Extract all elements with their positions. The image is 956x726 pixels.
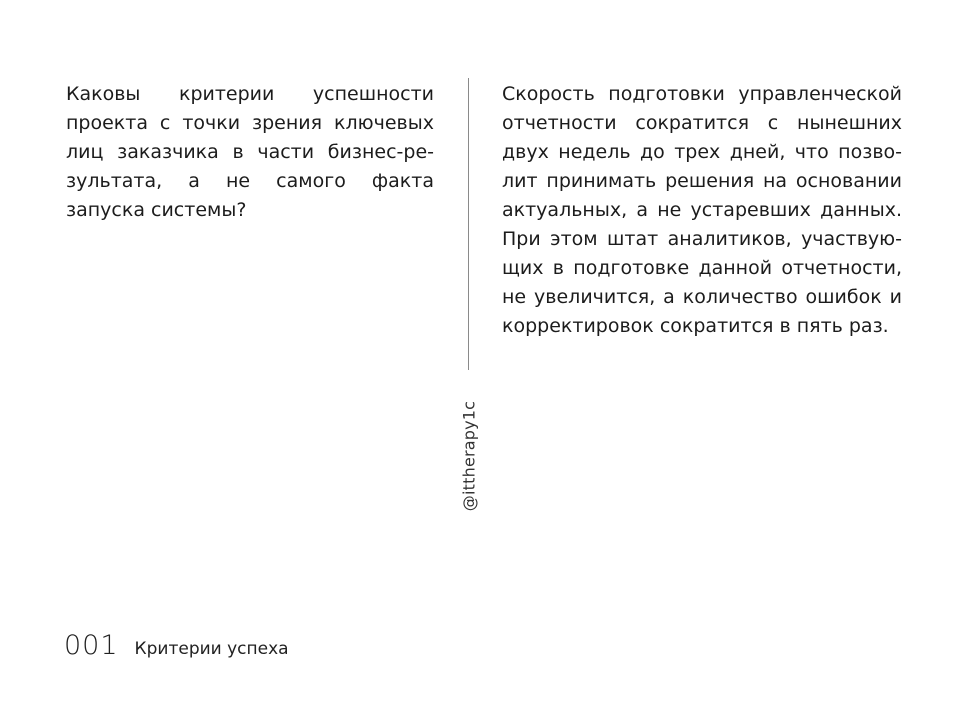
section-title: Критерии успеха [134,639,289,659]
vertical-divider [468,78,469,370]
social-handle: @ittherapy1c [459,400,479,512]
answer-text: Скорость подготовки управленческой отчетности сократится с нынешних двух недель до трех дней, что позво-лит принимать решения на основании актуальных, а не устаревших данных. При этом штат аналитиков, участвую-щих в подготовке данной отчетности, не увеличится, а количество ошибок и корректировок сократится в пять раз. [502,83,902,337]
footer [64,630,289,670]
page-number: 001 [64,630,119,661]
question-text: Каковы критерии успешности проекта с точки зрения ключевых лиц заказчика в части бизнес-ре-зультата, а не самого факта запуска системы? [66,83,434,221]
